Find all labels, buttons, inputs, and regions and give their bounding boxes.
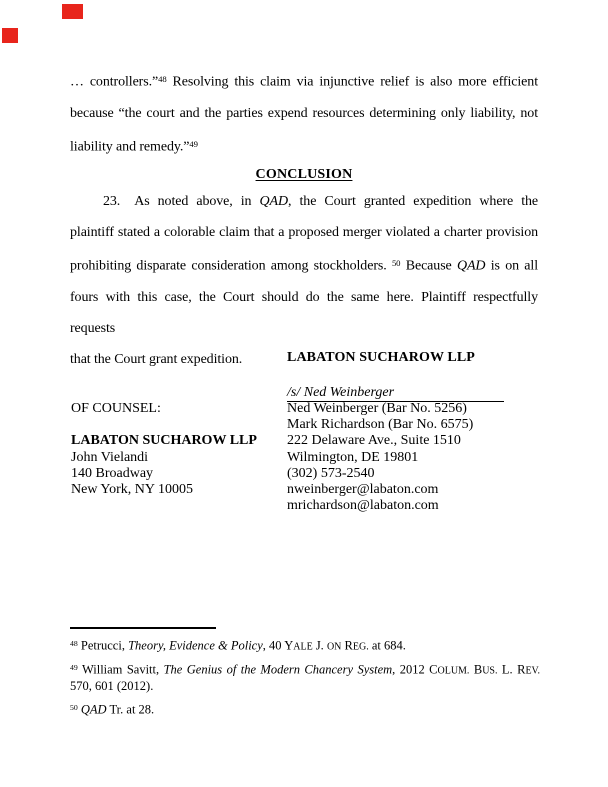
footnote-reference: 48 (70, 639, 78, 648)
text-run: Because (400, 258, 457, 274)
text-line (70, 700, 540, 718)
text-run: R (341, 638, 353, 653)
of-counsel-line: LABATON SUCHAROW LLP (71, 433, 257, 449)
of-counsel-line: John Vielandi (71, 449, 149, 465)
small-caps-text: EG. (352, 641, 369, 653)
attorney-contact-line: Ned Weinberger (Bar No. 5256) (287, 401, 467, 416)
text-run: As noted above, in (134, 194, 260, 209)
conclusion-paragraph (70, 186, 538, 375)
text-run: Tr. at 28. (106, 702, 155, 717)
small-caps-text: EV. (525, 665, 540, 677)
text-line (70, 660, 540, 679)
footnote-reference: 50 (391, 258, 401, 268)
italic-text: QAD (456, 258, 486, 274)
text-run: 23. (103, 194, 121, 209)
text-run: at 684. (368, 638, 406, 653)
of-counsel-block (71, 401, 281, 498)
email-text: nweinberger@labaton.com (287, 482, 439, 498)
italic-text: The Genius of the Modern Chancery System (163, 662, 393, 677)
attorney-contact-line: 222 Delaware Ave., Suite 1510 (287, 433, 461, 449)
footnote-reference: 49 (70, 663, 78, 673)
red-annotation-mark-left (2, 28, 18, 43)
text-run: liability and remedy.” (70, 139, 190, 155)
text-run: , the Court granted expedition where the (288, 194, 538, 209)
footnote-reference: 49 (189, 138, 198, 149)
text-run: prohibiting disparate consideration among stockholders. (70, 258, 392, 274)
text-line (70, 282, 538, 344)
text-run: William Savitt, (77, 662, 164, 677)
text-run: plaintiff stated a colorable claim that a proposed merger violated a charter provision (70, 225, 538, 240)
footnote-50 (70, 700, 540, 718)
text-line (70, 248, 538, 282)
signature-text: /s/ Ned Weinberger (287, 385, 395, 400)
text-run: L. R (497, 662, 526, 677)
blank-line (71, 417, 281, 433)
of-counsel-line: 140 Broadway (71, 465, 154, 481)
text-line (70, 129, 538, 163)
text-run: because “the court and the parties expend resources determining only liability, not (70, 105, 538, 121)
attorney-contact-line: (302) 573-2540 (287, 465, 375, 481)
signature-firm-name: LABATON SUCHAROW LLP (287, 350, 475, 365)
footnote-49 (70, 660, 540, 694)
footnote-reference: 48 (158, 74, 167, 84)
small-caps-text: US. (482, 665, 498, 677)
footnotes-section (70, 636, 540, 723)
text-line (70, 679, 540, 695)
italic-text: Theory, Evidence & Policy (128, 638, 263, 653)
text-run: Resolving this claim via injunctive relief is also more efficient (166, 74, 538, 90)
text-line (70, 636, 540, 655)
signature-line (287, 384, 504, 402)
conclusion-heading: CONCLUSION (255, 167, 353, 182)
footnote-separator (70, 627, 216, 629)
text-run: , 40 Y (262, 638, 294, 653)
text-line (70, 217, 538, 248)
text-run: , 2012 C (392, 662, 438, 677)
text-line (70, 186, 538, 217)
text-run: J. (312, 638, 327, 653)
text-run: B (469, 662, 483, 677)
attorney-contact-line: Wilmington, DE 19801 (287, 449, 419, 465)
small-caps-text: ON (326, 641, 342, 653)
small-caps-text: ALE (293, 641, 313, 653)
red-annotation-mark-top (62, 4, 83, 19)
italic-text: QAD (259, 194, 289, 209)
footnote-48 (70, 636, 540, 655)
text-run: 570, 601 (2012). (70, 679, 154, 693)
email-text: mrichardson@labaton.com (287, 498, 439, 514)
text-run: fours with this case, the Court should do the same here. Plaintiff respectfully requests (70, 289, 538, 336)
text-run: that the Court grant expedition. (70, 351, 243, 367)
opening-paragraph (70, 64, 538, 162)
of-counsel-line: New York, NY 10005 (71, 482, 193, 497)
attorney-contact-line: Mark Richardson (Bar No. 6575) (287, 417, 474, 433)
text-line (70, 98, 538, 129)
text-run: Petrucci, (77, 638, 129, 653)
text-line (70, 64, 538, 98)
text-run: is on all (485, 258, 538, 274)
text-run: … controllers.” (70, 74, 159, 90)
of-counsel-line: OF COUNSEL: (71, 401, 161, 416)
small-caps-text: OLUM. (437, 665, 470, 677)
italic-text: QAD (80, 702, 107, 717)
attorney-contact-block (287, 401, 547, 514)
footnote-reference: 50 (70, 703, 78, 712)
